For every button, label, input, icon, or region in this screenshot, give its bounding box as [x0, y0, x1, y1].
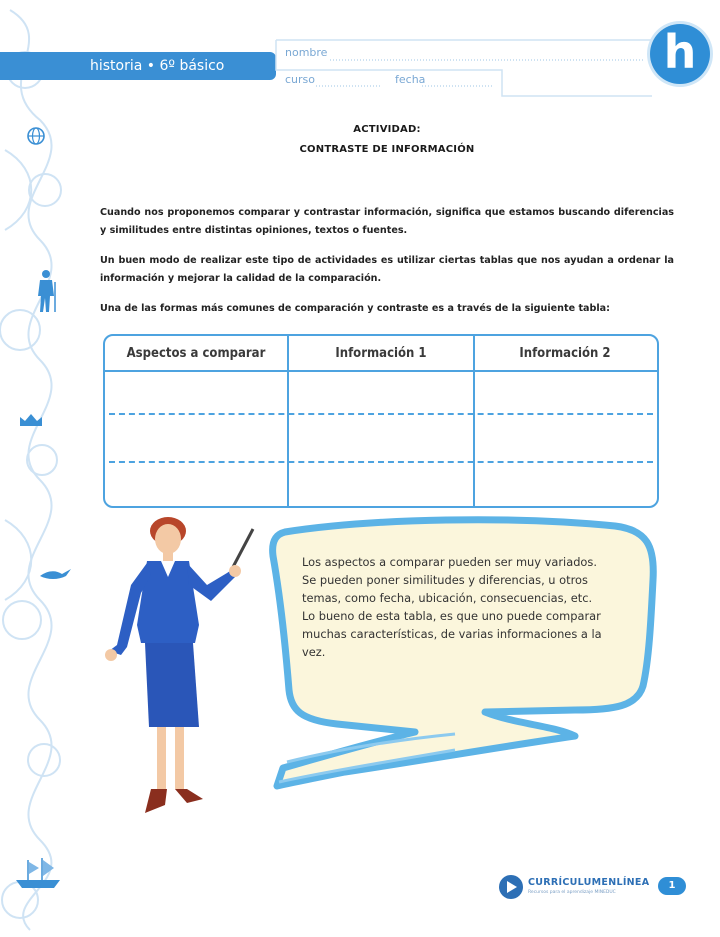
course-field-label: curso	[285, 73, 316, 86]
teacher-illustration	[95, 515, 265, 825]
table-intro-paragraph: Una de las formas más comunes de comparación y contraste es a través de la siguiente tabla:	[100, 303, 610, 314]
name-field-label: nombre	[285, 46, 328, 59]
subject-label: historia • 6º básico	[90, 58, 225, 74]
ship-icon	[12, 856, 64, 890]
intro-paragraph: Cuando nos proponemos comparar y contrastar información, significa que estamos buscando diferencias y similitudes entre distintas opiniones, textos o fuentes.	[100, 207, 674, 236]
h-logo: h	[650, 24, 710, 84]
brand-name: CURRÍCULUMENLÍNEA	[528, 877, 650, 888]
method-paragraph: Un buen modo de realizar este tipo de actividades es utilizar ciertas tablas que nos ayudan a ordenar la información y mejorar la calidad de la comparación.	[100, 255, 674, 284]
crown-icon	[18, 412, 44, 428]
comparison-table	[103, 334, 659, 508]
bubble-text: Los aspectos a comparar pueden ser muy variados. Se pueden poner similitudes y diferencias, u otros temas, como fecha, ubicación, consecuencias, etc. Lo bueno de esta tabla, es que uno puede comparar muchas características, de varias informaciones a la vez.	[302, 555, 602, 659]
subject-header	[0, 52, 276, 80]
table-header-info-2: Información 2	[519, 346, 611, 361]
brand-tagline: Recursos para el aprendizaje MINEDUC	[528, 890, 616, 895]
explorer-figure-icon	[34, 268, 58, 314]
globe-icon	[26, 126, 46, 146]
bird-icon	[38, 566, 72, 582]
table-header-info-1: Información 1	[335, 346, 427, 361]
student-info-form	[272, 36, 680, 98]
activity-subtitle: CONTRASTE DE INFORMACIÓN	[299, 144, 475, 155]
table-header-aspects: Aspectos a comparar	[126, 346, 266, 361]
page-number: 1	[658, 877, 686, 895]
date-field-label: fecha	[395, 73, 426, 86]
activity-title: ACTIVIDAD:	[353, 124, 421, 135]
play-arrow-icon	[498, 874, 524, 900]
